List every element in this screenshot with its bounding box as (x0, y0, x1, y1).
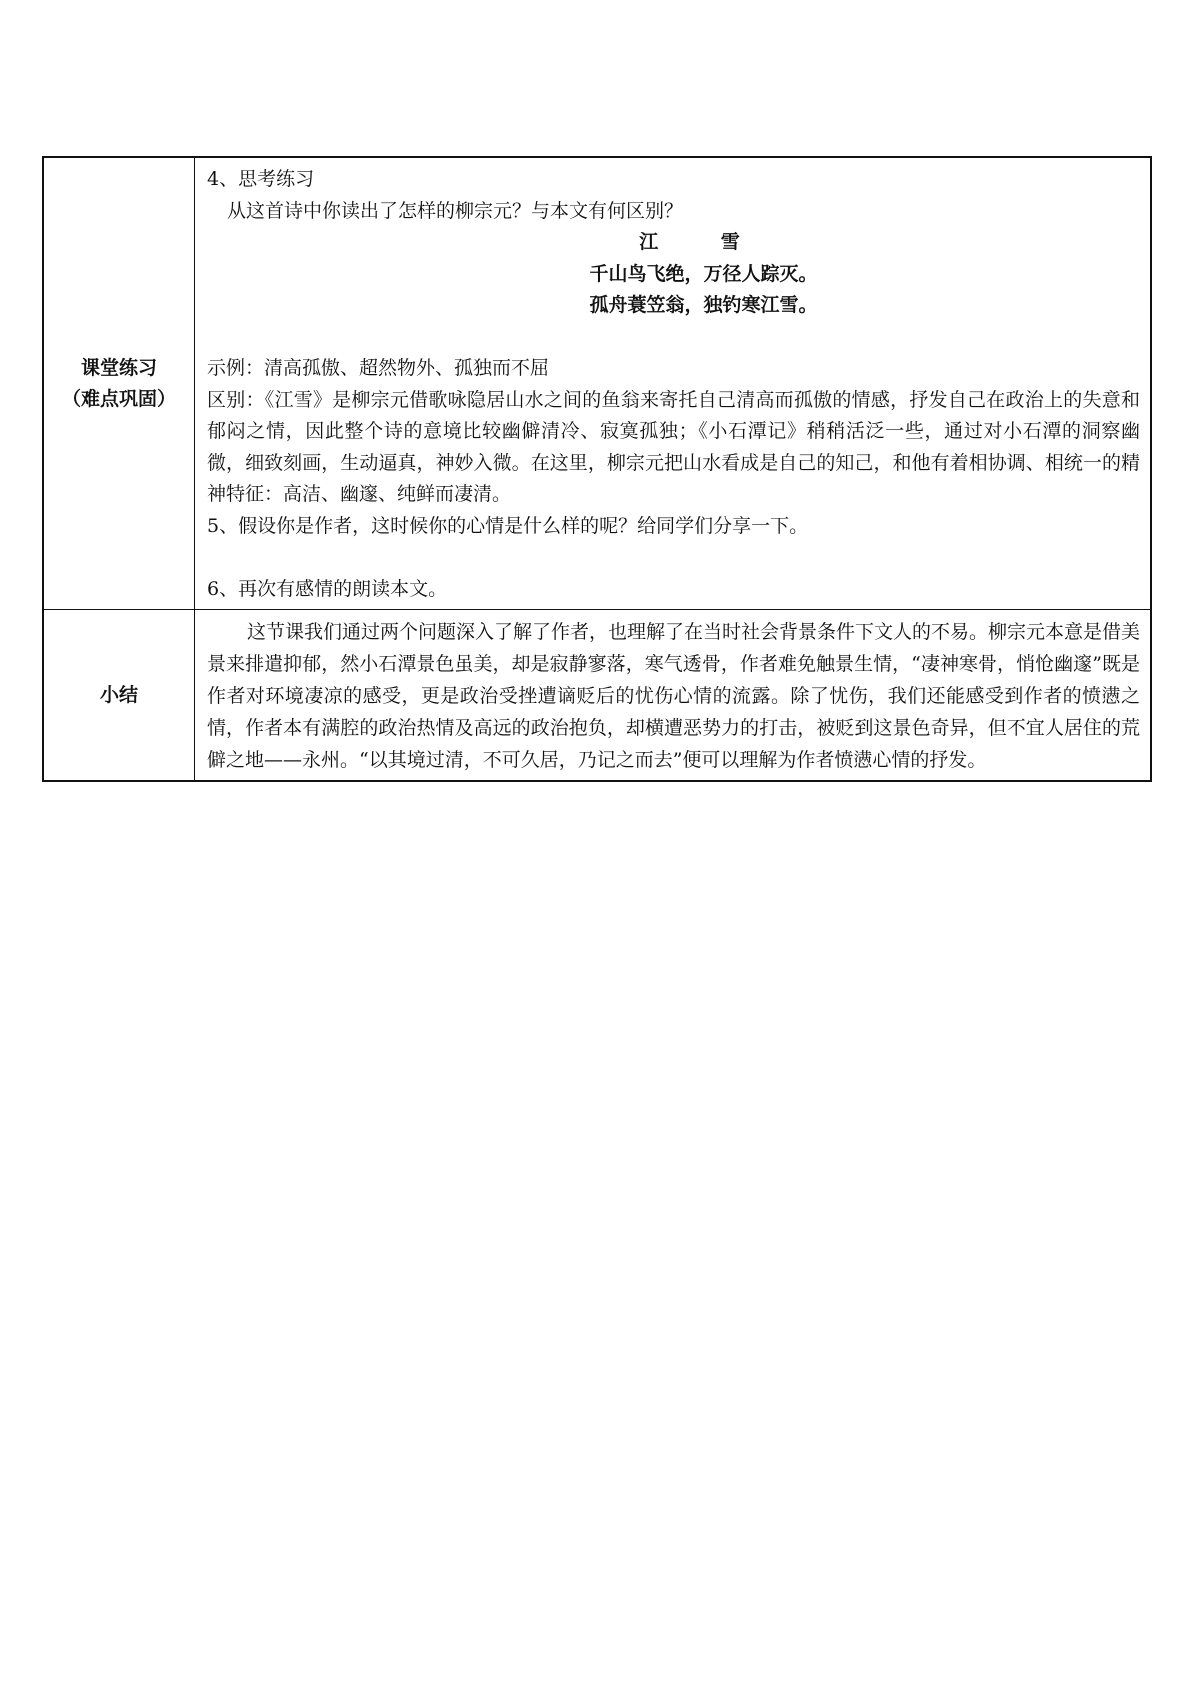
example-answer: 示例：清高孤傲、超然物外、孤独而不屈 (207, 357, 550, 379)
question-4-prompt: 从这首诗中你读出了怎样的柳宗元？与本文有何区别？ (227, 199, 684, 222)
spacer (207, 542, 1140, 574)
poem-line-1: 千山鸟飞绝，万径人踪灭。 (589, 262, 818, 285)
practice-label: 课堂练习 (80, 356, 157, 379)
spacer (207, 322, 1140, 354)
difference-answer: 区别：《江雪》是柳宗元借歌咏隐居山水之间的鱼翁来寄托自己清高而孤傲的情感，抒发自己在政治上的失意和郁闷之情，因此整个诗的意境比较幽僻清冷、寂寞孤独；《小石潭记》稍稍活泛一些，通过对小石潭的洞察幽微，细致刻画，生动逼真，神妙入微。在这里，柳宗元把山水看成是自己的知己，和他有着相协调、相统一的精神特征：高洁、幽邃、纯鲜而凄清。 (207, 388, 1140, 505)
practice-row (43, 157, 1151, 610)
summary-row (43, 610, 1151, 782)
poem-title: 江 雪 (639, 231, 768, 253)
poem-line-2: 孤舟蓑笠翁，独钓寒江雪。 (589, 294, 818, 316)
practice-content-cell (195, 157, 1152, 610)
summary-label-cell (43, 610, 195, 782)
question-4-title: 4、思考练习 (207, 168, 315, 190)
lesson-plan-table (42, 156, 1152, 782)
summary-label: 小结 (99, 683, 138, 706)
summary-content-cell (195, 610, 1152, 782)
practice-sublabel: （难点巩固） (61, 387, 176, 410)
summary-text: 这节课我们通过两个问题深入了解了作者，也理解了在当时社会背景条件下文人的不易。柳宗元本意是借美景来排遣抑郁，然小石潭景色虽美，却是寂静寥落，寒气透骨，作者难免触景生情，“凄神寒骨，悄怆幽邃”既是作者对环境凄凉的感受，更是政治受挫遭谪贬后的忧伤心情的流露。除了忧伤，我们还能感受到作者的愤懑之情，作者本有满腔的政治热情及高远的政治抱负，却横遭恶势力的打击，被贬到这景色奇异，但不宜人居住的荒僻之地——永州。“以其境过清，不可久居，乃记之而去”便可以理解为作者愤懑心情的抒发。 (207, 621, 1141, 771)
question-5: 5、假设你是作者，这时候你的心情是什么样的呢？给同学们分享一下。 (207, 514, 809, 537)
practice-label-cell (43, 157, 195, 610)
question-6: 6、再次有感情的朗读本文。 (207, 577, 448, 600)
